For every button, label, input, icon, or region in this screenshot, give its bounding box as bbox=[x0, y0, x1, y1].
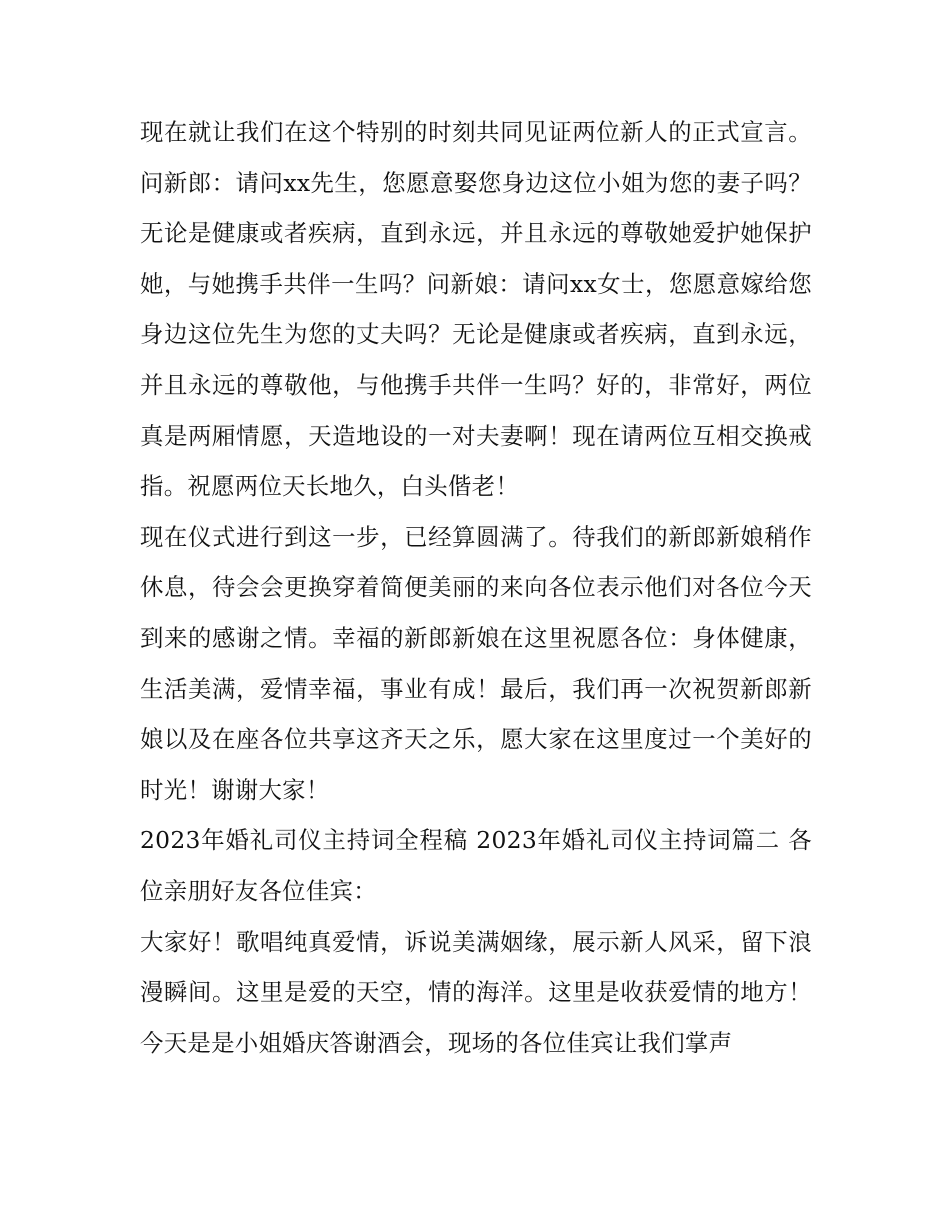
paragraph-section-heading: 2023年婚礼司仪主持词全程稿 2023年婚礼司仪主持词篇二 各位亲朋好友各位佳宾： bbox=[140, 826, 812, 905]
paragraph-vows: 现在就让我们在这个特别的时刻共同见证两位新人的正式宣言。问新郎：请问xx先生，您愿意娶您身边这位小姐为您的妻子吗？无论是健康或者疾病，直到永远，并且永远的尊敬她爱护她保护她，与她携手共伴一生吗？问新娘：请问xx女士，您愿意嫁给您身边这位先生为您的丈夫吗？无论是健康或者疾病，直到永远，并且永远的尊敬他，与他携手共伴一生吗？好的，非常好，两位真是两厢情愿，天造地设的一对夫妻啊！现在请两位互相交换戒指。祝愿两位天长地久，白头偕老！ bbox=[140, 118, 812, 501]
paragraph-opening: 大家好！歌唱纯真爱情，诉说美满姻缘，展示新人风采，留下浪漫瞬间。这里是爱的天空，情的海洋。这里是收获爱情的地方！今天是是小姐婚庆答谢酒会，现场的各位佳宾让我们掌声 bbox=[140, 927, 812, 1057]
paragraph-ceremony-close: 现在仪式进行到这一步，已经算圆满了。待我们的新郎新娘稍作休息，待会会更换穿着简便美丽的来向各位表示他们对各位今天到来的感谢之情。幸福的新郎新娘在这里祝愿各位：身体健康，生活美满，爱情幸福，事业有成！最后，我们再一次祝贺新郎新娘以及在座各位共享这齐天之乐，愿大家在这里度过一个美好的时光！谢谢大家！ bbox=[140, 522, 812, 804]
document-body bbox=[140, 107, 812, 1068]
